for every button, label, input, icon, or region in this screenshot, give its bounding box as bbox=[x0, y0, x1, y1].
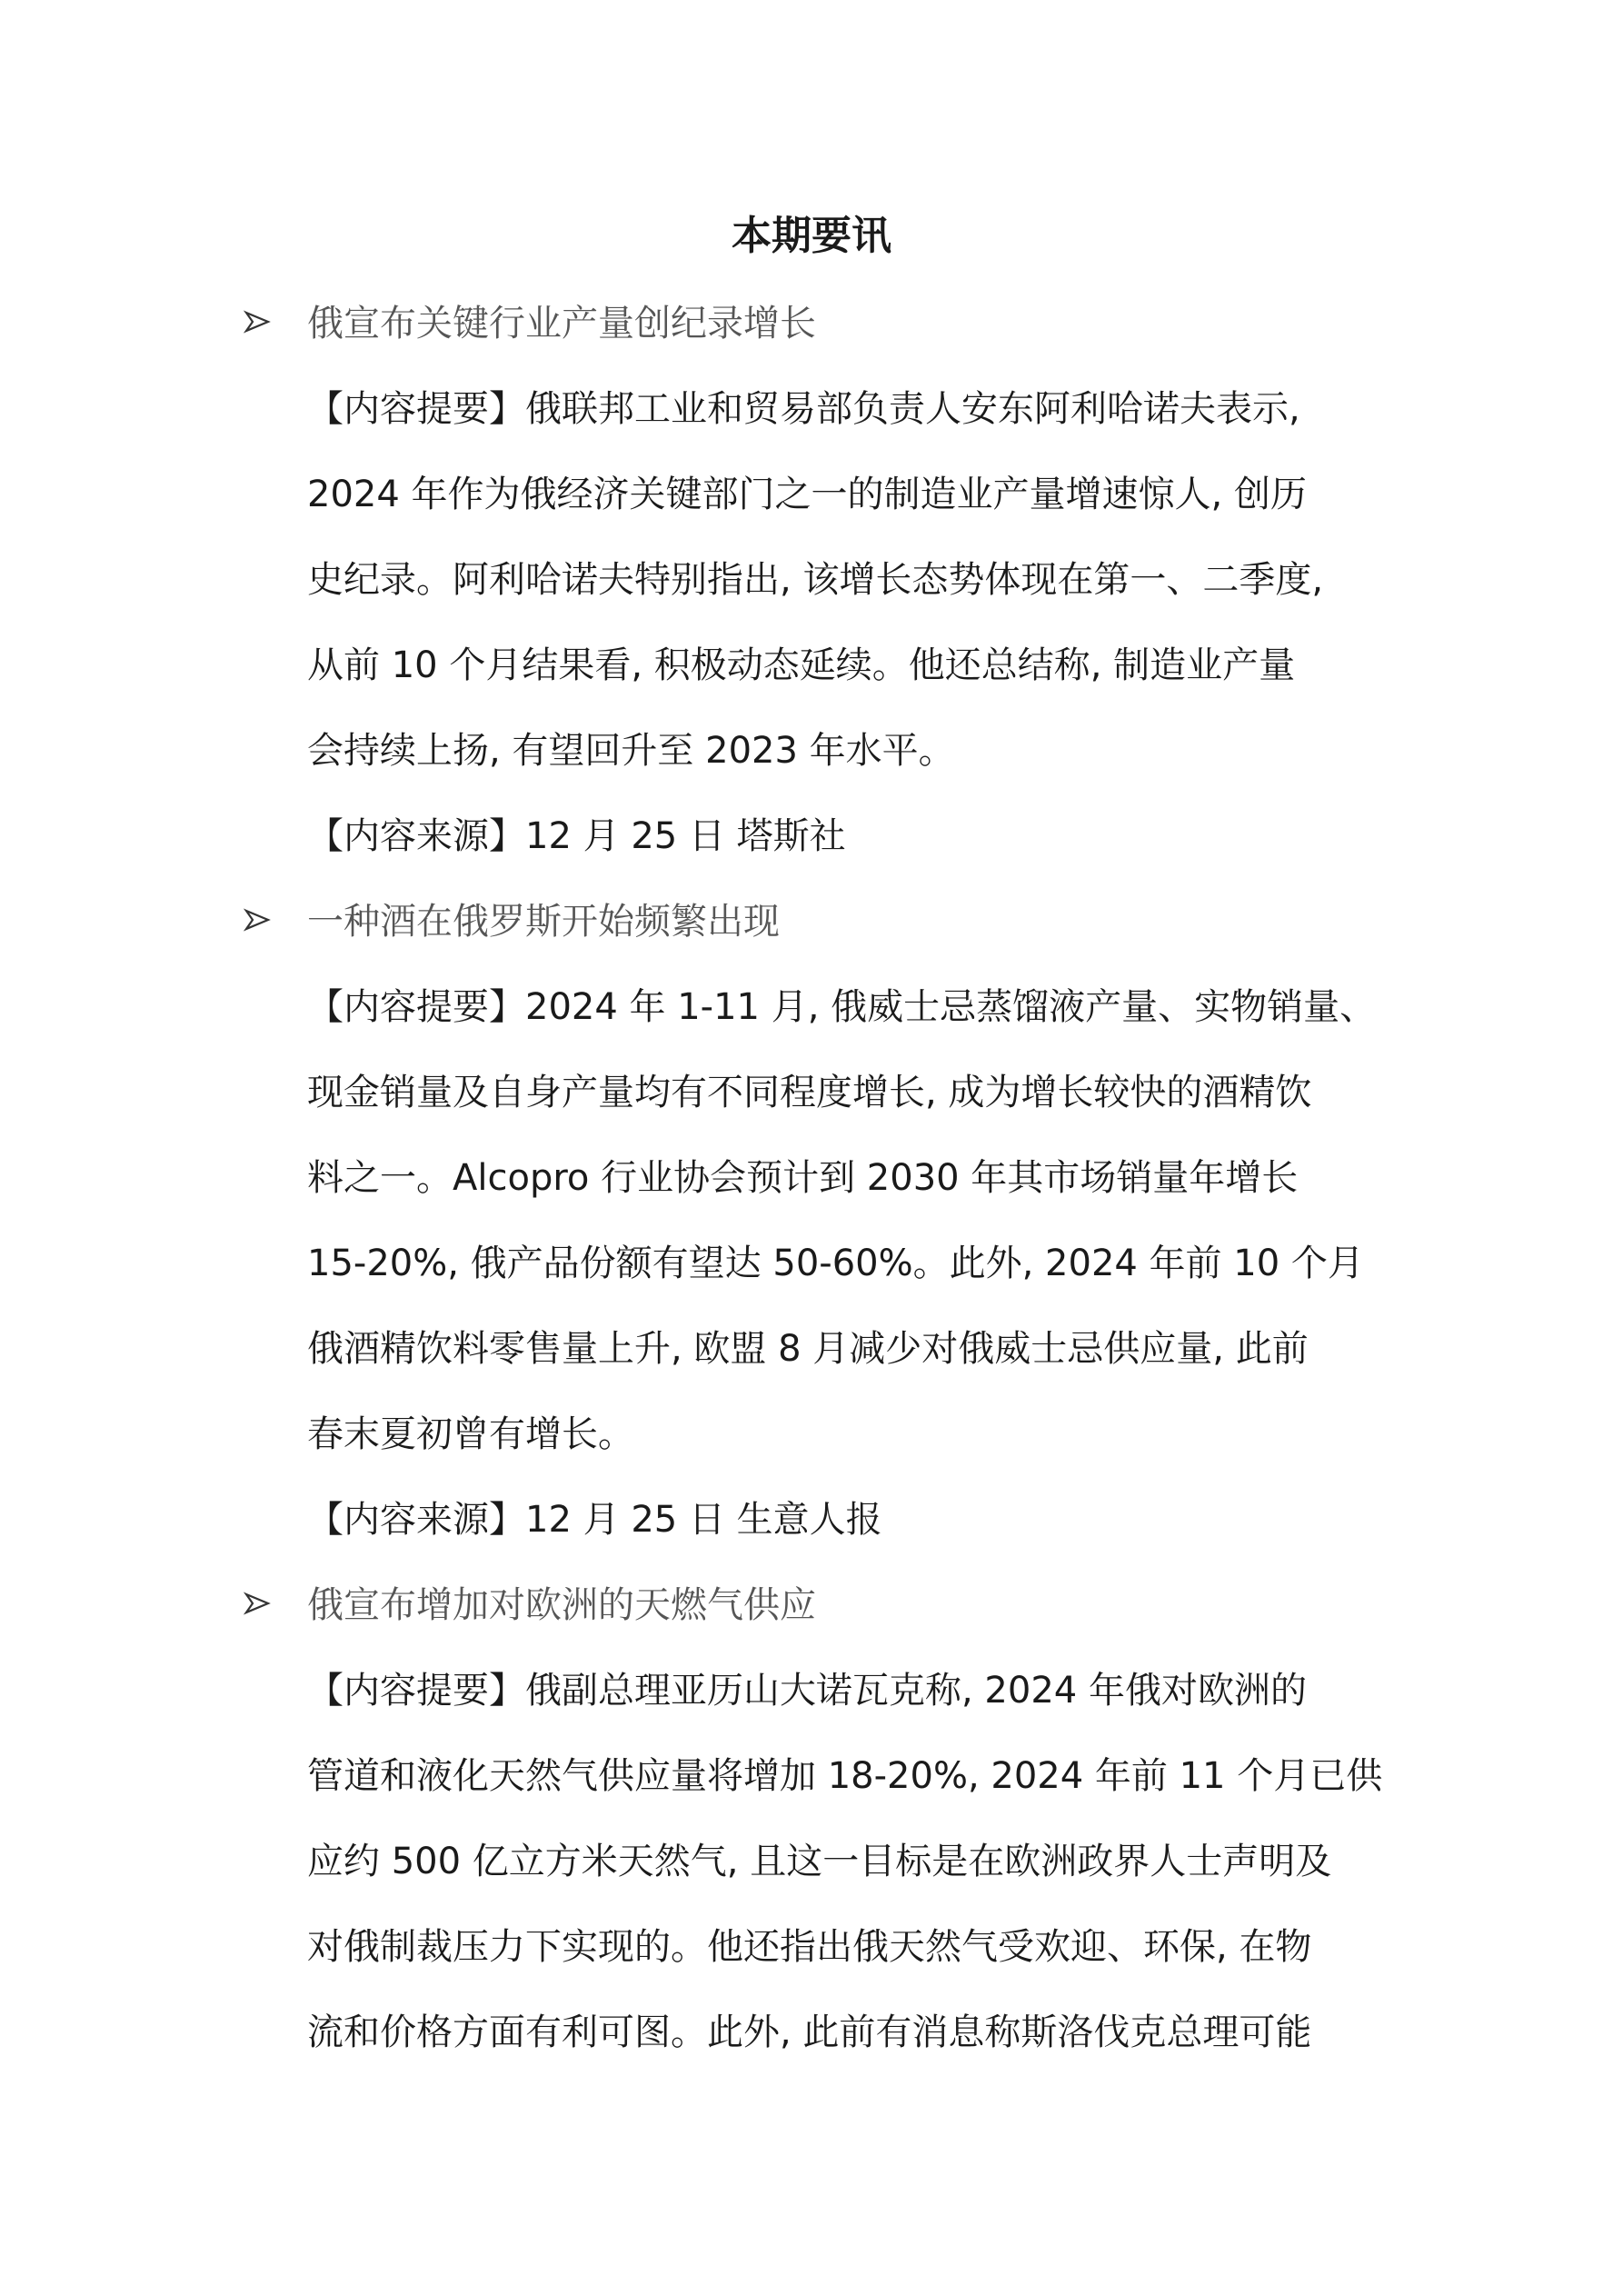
body-line: 【内容提要】2024 年 1-11 月, 俄威士忌蒸馏液产量、实物销量、 bbox=[307, 986, 1377, 1028]
body-line: 会持续上扬, 有望回升至 2023 年水平。 bbox=[307, 730, 955, 772]
headline-text: 俄宣布关键行业产量创纪录增长 bbox=[307, 303, 816, 344]
body-line: 【内容提要】俄联邦工业和贸易部负责人安东阿利哈诺夫表示, bbox=[307, 388, 1300, 430]
headline-1 bbox=[244, 294, 816, 353]
headline-text: 一种酒在俄罗斯开始频繁出现 bbox=[307, 901, 780, 943]
body-line: 流和价格方面有利可图。此外, 此前有消息称斯洛伐克总理可能 bbox=[307, 2011, 1312, 2053]
headline-text: 俄宣布增加对欧洲的天燃气供应 bbox=[307, 1584, 816, 1626]
body-line: 对俄制裁压力下实现的。他还指出俄天然气受欢迎、环保, 在物 bbox=[307, 1926, 1312, 1968]
headline-2 bbox=[244, 893, 780, 951]
source-line: 【内容来源】12 月 25 日 生意人报 bbox=[307, 1499, 882, 1541]
body-line: 【内容提要】俄副总理亚历山大诺瓦克称, 2024 年俄对欧洲的 bbox=[307, 1670, 1307, 1712]
source-line: 【内容来源】12 月 25 日 塔斯社 bbox=[307, 815, 846, 857]
arrowhead-bullet-icon bbox=[244, 294, 307, 353]
body-line: 史纪录。阿利哈诺夫特别指出, 该增长态势体现在第一、二季度, bbox=[307, 559, 1324, 601]
body-line: 料之一。Alcopro 行业协会预计到 2030 年其市场销量年增长 bbox=[307, 1157, 1299, 1199]
body-line: 从前 10 个月结果看, 积极动态延续。他还总结称, 制造业产量 bbox=[307, 644, 1296, 686]
body-line: 俄酒精饮料零售量上升, 欧盟 8 月减少对俄威士忌供应量, 此前 bbox=[307, 1328, 1309, 1370]
body-line: 现金销量及自身产量均有不同程度增长, 成为增长较快的酒精饮 bbox=[307, 1072, 1312, 1113]
headline-3 bbox=[244, 1576, 816, 1634]
body-line: 15-20%, 俄产品份额有望达 50-60%。此外, 2024 年前 10 个月 bbox=[307, 1243, 1364, 1284]
arrowhead-bullet-icon bbox=[244, 1576, 307, 1634]
body-line: 应约 500 亿立方米天然气, 且这一目标是在欧洲政界人士声明及 bbox=[307, 1841, 1332, 1882]
body-line: 春末夏初曾有增长。 bbox=[307, 1413, 634, 1455]
body-line: 2024 年作为俄经济关键部门之一的制造业产量增速惊人, 创历 bbox=[307, 474, 1307, 515]
page-title: 本期要讯 bbox=[732, 213, 891, 259]
arrowhead-bullet-icon bbox=[244, 893, 307, 951]
body-line: 管道和液化天然气供应量将增加 18-20%, 2024 年前 11 个月已供 bbox=[307, 1755, 1383, 1797]
